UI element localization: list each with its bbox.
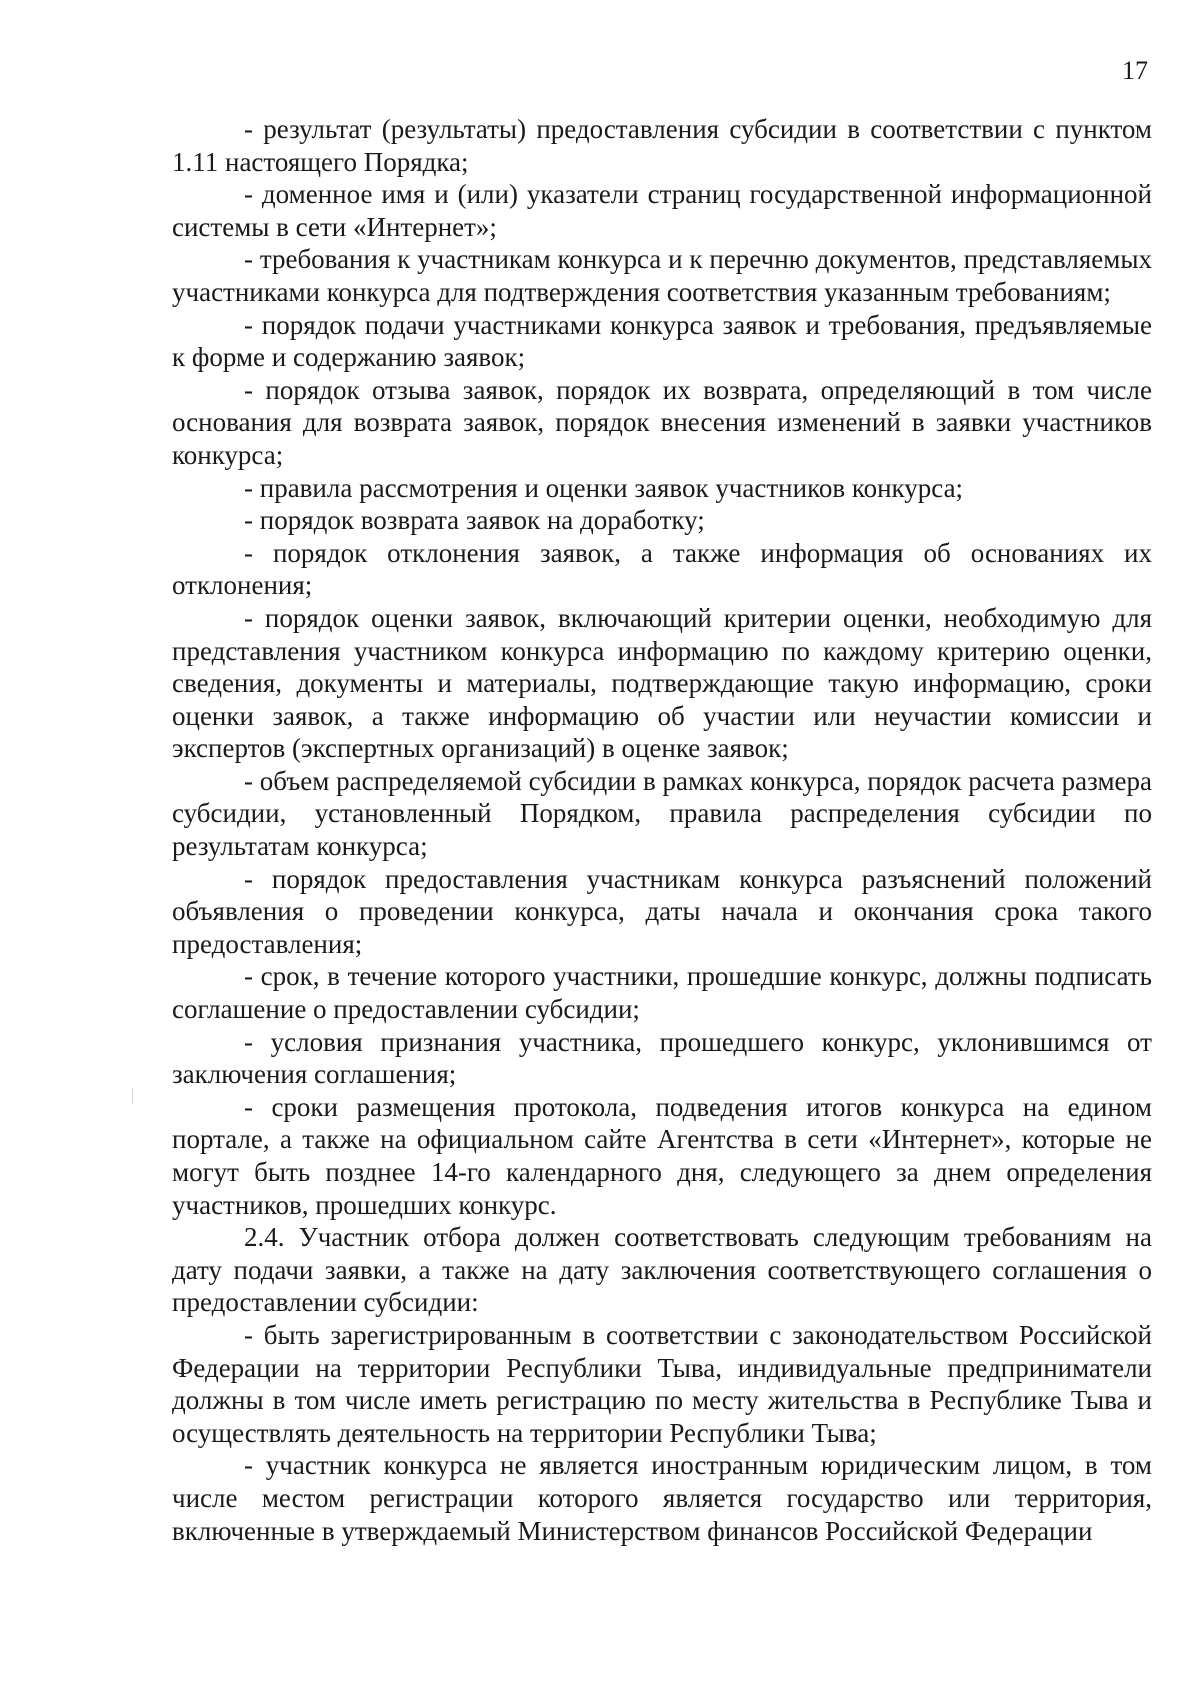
paragraph-domain-name: - доменное имя и (или) указатели страниц государственной информационной системы в сети «Интернет»; [172, 179, 1152, 242]
paragraph-registration-requirement: - быть зарегистрированным в соответствии с законодательством Российской Федерации на территории Республики Тыва, индивидуальные предприниматели должны в том числе иметь регистрацию по месту жительства в Республике Тыва и осуществлять деятельность на территории Республики Тыва; [172, 1319, 1152, 1448]
scan-margin-mark [132, 1088, 133, 1104]
paragraph-result: - результат (результаты) предоставления субсидии в соответствии с пунктом 1.11 настоящего Порядка; [172, 114, 1152, 177]
paragraph-foreign-entity: - участник конкурса не является иностранным юридическим лицом, в том числе местом регистрации которого является государство или территория, включенные в утверждаемый Министерством финансов Российской Федерации [172, 1450, 1152, 1546]
paragraph-application-withdrawal: - порядок отзыва заявок, порядок их возврата, определяющий в том числе основания для возврата заявок, порядок внесения изменений в заявки участников конкурса; [172, 374, 1152, 470]
paragraph-application-submission: - порядок подачи участниками конкурса заявок и требования, предъявляемые к форме и содержанию заявок; [172, 309, 1152, 373]
paragraph-protocol-deadlines: - сроки размещения протокола, подведения итогов конкурса на едином портале, а также на официальном сайте Агентства в сети «Интернет», которые не могут быть позднее 14-го календарного дня, следующего за днем определения участников, прошедших конкурс. [172, 1091, 1152, 1220]
paragraph-signing-deadline: - срок, в течение которого участники, прошедшие конкурс, должны подписать соглашение о предоставлении субсидии; [172, 961, 1152, 1025]
document-body [172, 113, 1152, 1547]
paragraph-clarifications: - порядок предоставления участникам конкурса разъяснений положений объявления о проведении конкурса, даты начала и окончания срока такого предоставления; [172, 863, 1152, 959]
paragraph-evasion-conditions: - условия признания участника, прошедшего конкурс, уклонившимся от заключения соглашения; [172, 1026, 1152, 1090]
clause-2-4: 2.4. Участник отбора должен соответствовать следующим требованиям на дату подачи заявки, а также на дату заключения соответствующего соглашения о предоставлении субсидии: [172, 1222, 1152, 1318]
page-number: 17 [1122, 56, 1148, 85]
paragraph-subsidy-volume: - объем распределяемой субсидии в рамках конкурса, порядок расчета размера субсидии, установленный Порядком, правила распределения субсидии по результатам конкурса; [172, 765, 1152, 862]
paragraph-rejection: - порядок отклонения заявок, а также информация об основаниях их отклонения; [172, 537, 1152, 601]
paragraph-review-rules: - правила рассмотрения и оценки заявок участников конкурса; [244, 472, 964, 503]
paragraph-return-for-revision: - порядок возврата заявок на доработку; [244, 505, 705, 536]
paragraph-participant-requirements: - требования к участникам конкурса и к перечню документов, представляемых участниками конкурса для подтверждения соответствия указанным требованиям; [172, 244, 1152, 307]
paragraph-evaluation: - порядок оценки заявок, включающий критерии оценки, необходимую для представления участником конкурса информацию по каждому критерию оценки, сведения, документы и материалы, подтверждающие такую информацию, сроки оценки заявок, а также информацию об участии или неучастии комиссии и экспертов (экспертных организаций) в оценке заявок; [172, 602, 1152, 764]
